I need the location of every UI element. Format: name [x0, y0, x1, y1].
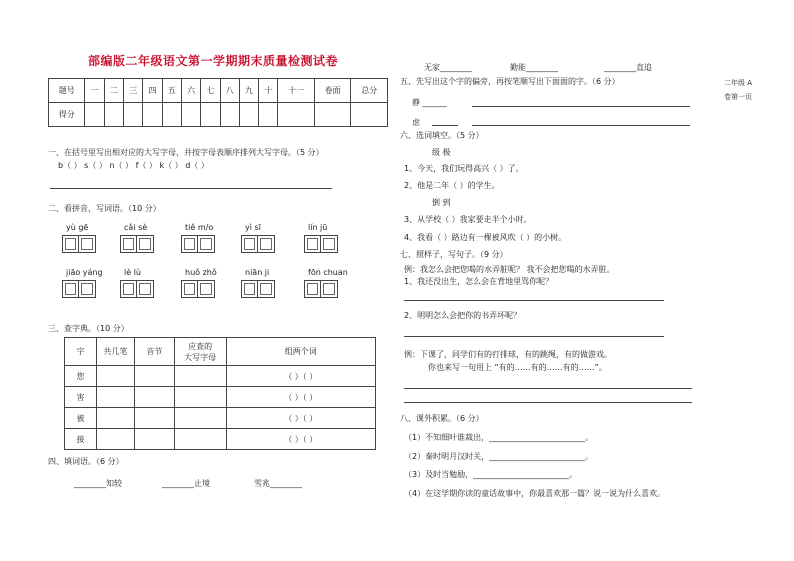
dict-char: 您 [65, 366, 97, 387]
side-tag-line2: 卷第一页 [724, 93, 752, 101]
score-cell[interactable] [239, 103, 258, 127]
q6-sentence-3: 3、从学校（ ）我家要走半个小时。 [404, 215, 532, 224]
score-cell[interactable] [201, 103, 220, 127]
score-row-label: 得分 [49, 103, 85, 127]
score-header-cell: 四 [143, 79, 162, 103]
q4-item-3: 雪兆________ [254, 479, 302, 488]
score-header-cell: 卷面 [314, 79, 350, 103]
dict-answer-cell[interactable] [174, 429, 226, 450]
answer-line [404, 336, 664, 337]
score-header-cell: 五 [162, 79, 181, 103]
q1-heading: 一、在括号里写出相对应的大写字母，并按字母表顺序排列大写字母。（5 分） [48, 148, 324, 157]
writing-cell[interactable] [120, 235, 137, 253]
page-title: 部编版二年级语文第一学期期末质量检测试卷 [88, 54, 339, 68]
writing-cell[interactable] [258, 235, 275, 253]
dict-answer-cell[interactable] [134, 366, 174, 387]
q3-heading: 三、查字典。（10 分） [48, 324, 129, 333]
score-header-cell: 九 [239, 79, 258, 103]
dict-row [65, 408, 376, 429]
pinyin-label: cǎi sè [124, 223, 148, 232]
writing-cell[interactable] [181, 235, 198, 253]
dict-answer-cell[interactable] [134, 429, 174, 450]
pinyin-label: fōn chuan [308, 268, 348, 277]
q8-sentence-4: （4）在这学期你读的童话故事中，你最喜欢那一篇？说一说为什么喜欢。 [404, 489, 666, 498]
score-cell[interactable] [124, 103, 143, 127]
dict-header-cell: 应查的 大写字母 [174, 338, 226, 366]
q7-sentence-1: 1、我还没出生，怎么会在背地里骂你呢？ [404, 277, 554, 286]
q4-item-2: ________止境 [162, 479, 210, 488]
score-cell[interactable] [314, 103, 350, 127]
q6-sentence-4: 4、我看（ ）路边有一棵被风吹（ ）的小树。 [404, 233, 567, 242]
answer-line [50, 188, 332, 189]
writing-cell[interactable] [241, 235, 258, 253]
writing-grid[interactable] [304, 280, 338, 298]
pinyin-label: lè lù [124, 268, 141, 277]
side-tag-line1: 二年级 A [724, 79, 753, 87]
dict-answer-cell[interactable] [96, 429, 134, 450]
q8-sentence-3: （3）及时当勉励，________________________。 [404, 470, 578, 479]
score-cell[interactable] [162, 103, 181, 127]
writing-grid[interactable] [120, 235, 154, 253]
answer-line [472, 106, 690, 107]
pinyin-label: jiāo yáng [66, 268, 103, 277]
writing-grid[interactable] [62, 280, 96, 298]
score-cell[interactable] [143, 103, 162, 127]
pinyin-label: huǒ zhǒ [185, 268, 217, 277]
q5-char-2: 虑 [412, 118, 420, 127]
answer-line [404, 402, 692, 403]
dict-header-cell: 共几笔 [96, 338, 134, 366]
q7-example-2: 例：下课了，同学们有的打排球，有的跳绳，有的做游戏。 [404, 350, 612, 359]
writing-grid[interactable] [241, 235, 275, 253]
writing-cell[interactable] [304, 280, 321, 298]
writing-grid[interactable] [120, 280, 154, 298]
dict-answer-cell[interactable] [174, 387, 226, 408]
dict-answer-cell[interactable] [96, 408, 134, 429]
writing-grid[interactable] [304, 235, 338, 253]
writing-cell[interactable] [304, 235, 321, 253]
score-header-cell: 总分 [351, 79, 388, 103]
dict-header-cell: 组两个词 [226, 338, 376, 366]
writing-cell[interactable] [321, 235, 338, 253]
writing-cell[interactable] [198, 280, 215, 298]
writing-cell[interactable] [258, 280, 275, 298]
q5-char-1: 静 ______ [412, 98, 447, 107]
score-cell[interactable] [85, 103, 104, 127]
q8-sentence-1: （1）不知细叶谁裁出，________________________。 [404, 433, 594, 442]
score-header-cell: 七 [201, 79, 220, 103]
score-table [48, 78, 388, 127]
q6-sentence-1: 1、今天，我们玩得高兴（ ）了。 [404, 164, 524, 173]
q7-example-2b: 你也来写一句用上 “有的……有的……有的……”。 [428, 363, 607, 372]
pinyin-label: tiě m/o [185, 223, 214, 232]
q4-item-1: ________知较 [74, 479, 122, 488]
dict-char: 接 [65, 429, 97, 450]
dict-word-pair[interactable]: （ ）（ ） [226, 429, 376, 450]
q6-heading: 六、选词填空。（5 分） [400, 131, 484, 140]
writing-grid[interactable] [181, 235, 215, 253]
writing-cell[interactable] [241, 280, 258, 298]
q7-example-1: 例：我怎么会把您喝的水弄脏呢？ 我不会把您喝的水弄脏。 [404, 265, 615, 274]
q7-sentence-2: 2、明明怎么会把你的书弄坏呢？ [404, 311, 522, 320]
dict-answer-cell[interactable] [134, 387, 174, 408]
dict-word-pair[interactable]: （ ）（ ） [226, 366, 376, 387]
score-cell[interactable] [351, 103, 388, 127]
dict-answer-cell[interactable] [174, 366, 226, 387]
pinyin-label: yì sī [245, 223, 261, 232]
q8-sentence-2: （2）秦时明月汉时关，________________________。 [404, 452, 594, 461]
q6-sentence-2: 2、他是二年（ ）的学生。 [404, 181, 500, 190]
right-item-1: 无家________ [424, 63, 472, 72]
writing-cell[interactable] [62, 235, 79, 253]
writing-grid[interactable] [241, 280, 275, 298]
score-cell[interactable] [104, 103, 123, 127]
score-header-cell: 一 [85, 79, 104, 103]
q8-heading: 八、课外积累。（6 分） [400, 414, 484, 423]
dict-row [65, 429, 376, 450]
writing-cell[interactable] [62, 280, 79, 298]
score-header-cell: 十 [259, 79, 278, 103]
score-header-cell: 三 [124, 79, 143, 103]
score-header-cell: 六 [181, 79, 200, 103]
q4-heading: 四、填词语。（6 分） [48, 457, 124, 466]
q6-pair-2: 倒 到 [432, 198, 451, 207]
writing-cell[interactable] [120, 280, 137, 298]
dict-char: 被 [65, 408, 97, 429]
score-header-cell: 八 [220, 79, 239, 103]
score-header-cell: 十一 [278, 79, 314, 103]
dict-answer-cell[interactable] [96, 387, 134, 408]
pinyin-label: yù gē [66, 223, 89, 232]
dict-char: 害 [65, 387, 97, 408]
dict-answer-cell[interactable] [96, 366, 134, 387]
answer-line [404, 388, 692, 389]
score-cell[interactable] [220, 103, 239, 127]
q5-heading: 五、先写出这个字的偏旁，再按笔顺写出下面面的字。（6 分） [400, 77, 620, 86]
dict-row [65, 387, 376, 408]
right-item-3: ________直追 [604, 63, 652, 72]
q7-heading: 七、照样子，写句子。（9 分） [400, 250, 508, 259]
dict-row [65, 366, 376, 387]
dictionary-table [64, 337, 376, 450]
writing-cell[interactable] [137, 280, 154, 298]
writing-cell[interactable] [198, 235, 215, 253]
pinyin-label: niān ji [245, 268, 270, 277]
score-cell[interactable] [259, 103, 278, 127]
q6-pair-1: 级 极 [432, 148, 451, 157]
writing-grid[interactable] [181, 280, 215, 298]
dict-header-cell: 音节 [134, 338, 174, 366]
writing-cell[interactable] [137, 235, 154, 253]
score-cell[interactable] [278, 103, 314, 127]
writing-cell[interactable] [79, 235, 96, 253]
dict-word-pair[interactable]: （ ）（ ） [226, 387, 376, 408]
right-item-2: 勤能________ [510, 63, 558, 72]
dict-word-pair[interactable]: （ ）（ ） [226, 408, 376, 429]
answer-line [404, 300, 664, 301]
score-header-cell: 题号 [49, 79, 85, 103]
writing-cell[interactable] [181, 280, 198, 298]
answer-line [432, 125, 458, 126]
writing-cell[interactable] [79, 280, 96, 298]
dict-header-cell: 字 [65, 338, 97, 366]
q2-heading: 二、看拼音，写词语。（10 分） [48, 204, 161, 213]
score-header-cell: 二 [104, 79, 123, 103]
score-cell[interactable] [181, 103, 200, 127]
pinyin-label: lín jū [308, 223, 328, 232]
q1-letters: b（ ） s（ ） n（ ） f（ ） k（ ） d（ ） [58, 161, 209, 170]
dict-answer-cell[interactable] [174, 408, 226, 429]
dict-answer-cell[interactable] [134, 408, 174, 429]
answer-line [472, 125, 690, 126]
writing-cell[interactable] [321, 280, 338, 298]
writing-grid[interactable] [62, 235, 96, 253]
